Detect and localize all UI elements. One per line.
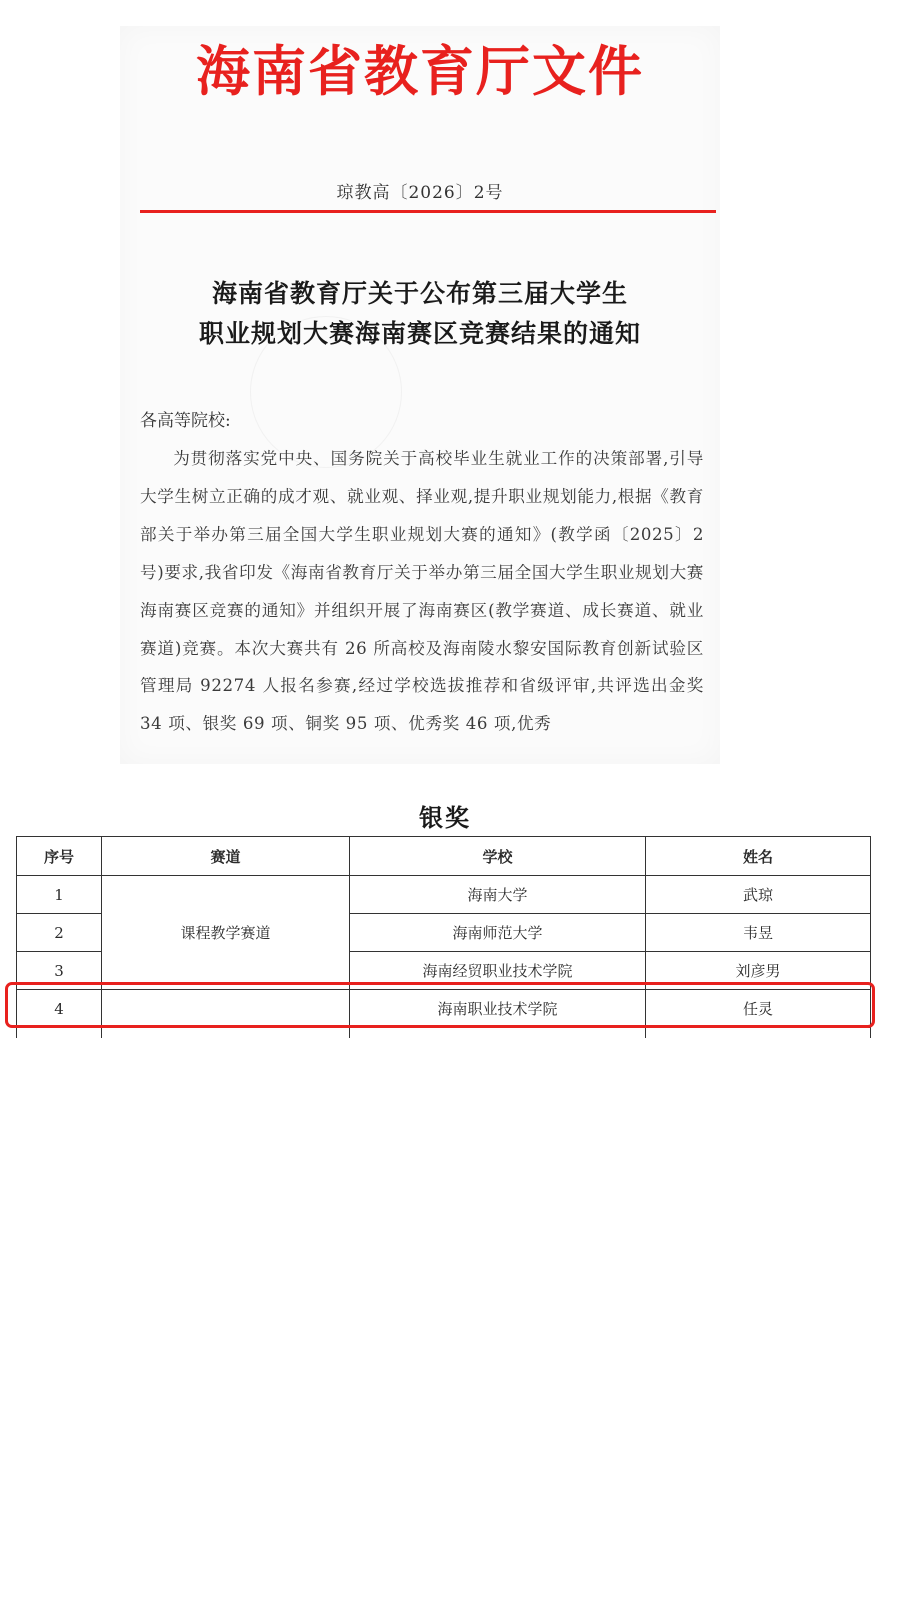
document-title-line-1: 海南省教育厅关于公布第三届大学生 bbox=[211, 279, 628, 308]
document-page bbox=[120, 26, 720, 764]
table-row bbox=[17, 876, 871, 914]
document-number: 琼教高〔2026〕2号 bbox=[336, 183, 504, 203]
row-school: 海南经贸职业技术学院 bbox=[350, 952, 646, 990]
document-salutation: 各高等院校: bbox=[140, 411, 231, 431]
row-school: 海南职业技术学院 bbox=[350, 990, 646, 1028]
row-name: 武琼 bbox=[646, 876, 871, 914]
header-school: 学校 bbox=[350, 837, 646, 876]
header-divider bbox=[140, 210, 716, 213]
row-school: 海南大学 bbox=[350, 876, 646, 914]
header-name: 姓名 bbox=[646, 837, 871, 876]
award-table bbox=[16, 836, 871, 1038]
row-index: 1 bbox=[17, 876, 102, 914]
row-track: 课程教学赛道 bbox=[102, 876, 350, 990]
row-school: 海南师范大学 bbox=[350, 914, 646, 952]
document-body: 为贯彻落实党中央、国务院关于高校毕业生就业工作的决策部署,引导大学生树立正确的成才观、就业观、择业观,提升职业规划能力,根据《教育部关于举办第三届全国大学生职业规划大赛的通知》(教学函〔2025〕2号)要求,我省印发《海南省教育厅关于举办第三届全国大学生职业规划大赛海南赛区竞赛的通知》并组织开展了海南赛区(教学赛道、成长赛道、就业赛道)竞赛。本次大赛共有 26 所高校及海南陵水黎安国际教育创新试验区管理局 92274 人报名参赛,经过学校选拔推荐和省级评审,共评选出金奖 34 项、银奖 69 项、铜奖 95 项、优秀奖 46 项,优秀 bbox=[140, 449, 704, 734]
row-name: 韦昱 bbox=[646, 914, 871, 952]
row-name: 刘彦男 bbox=[646, 952, 871, 990]
row-name: 任灵 bbox=[646, 990, 871, 1028]
header-index: 序号 bbox=[17, 837, 102, 876]
header-track: 赛道 bbox=[102, 837, 350, 876]
row-track-empty bbox=[102, 990, 350, 1028]
award-table-title: 银奖 bbox=[419, 803, 471, 832]
row-index: 4 bbox=[17, 990, 102, 1028]
document-header: 海南省教育厅文件 bbox=[196, 39, 644, 103]
table-row-highlighted bbox=[17, 990, 871, 1028]
row-index: 3 bbox=[17, 952, 102, 990]
document-title bbox=[120, 274, 720, 354]
document-title-line-2: 职业规划大赛海南赛区竞赛结果的通知 bbox=[198, 319, 641, 348]
row-index: 2 bbox=[17, 914, 102, 952]
table-row-cut-off bbox=[17, 1028, 871, 1039]
table-header-row bbox=[17, 837, 871, 876]
